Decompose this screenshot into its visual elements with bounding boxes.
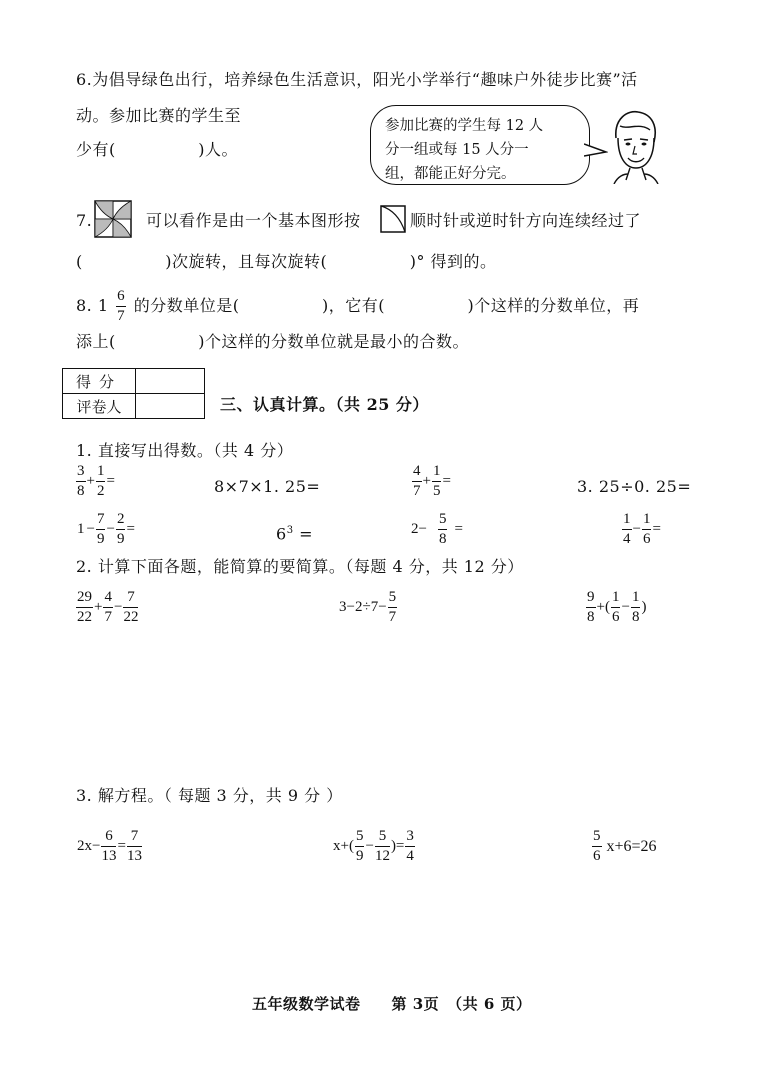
p1-b1: 1 − $\frac{7}{9}$ − $\frac{2}{9}$ = <box>77 511 135 547</box>
p2-e3: $\frac{9}{8}$ +( $\frac{1}{6}$ − $\frac{1}{8}$ ) <box>587 589 647 625</box>
q6-line3: 少有( )人。 <box>76 140 238 159</box>
p3-title: 3. 解方程。（ 每题 3 分，共 9 分 ） <box>76 786 343 805</box>
p1-b2 <box>276 521 313 544</box>
grader-field[interactable] <box>136 394 205 419</box>
score-label: 得分 <box>63 369 136 394</box>
bubble-tail-icon <box>584 140 608 162</box>
page-footer: 五年级数学试卷 第 3页 （共 6 页） <box>252 995 532 1013</box>
p1-b2-exponent: 3 <box>286 525 294 536</box>
q8-line1 <box>76 289 639 324</box>
p3-e1: 2x− $\frac{6}{13}$ = $\frac{7}{13}$ <box>77 828 142 864</box>
bubble-line-3: 组，都能正好分完。 <box>385 166 516 182</box>
bubble-line-1: 参加比赛的学生每 12 人 <box>385 118 544 134</box>
p2-title: 2. 计算下面各题，能简算的要简算。（每题 4 分，共 12 分） <box>76 557 524 576</box>
q7-prefix: 7. <box>76 211 93 230</box>
p1-a4: 3. 25÷0. 25= <box>577 477 692 496</box>
p1-b4: $\frac{1}{4}$ − $\frac{1}{6}$ = <box>623 511 661 547</box>
speech-bubble <box>370 105 590 185</box>
score-box <box>62 368 205 419</box>
p1-b2-eq: = <box>293 524 314 544</box>
p1-a3: $\frac{4}{7}$ + $\frac{1}{5}$ = <box>413 463 451 499</box>
q8-rest: 的分数单位是( )，它有( )个这样的分数单位，再 <box>133 296 640 315</box>
p1-a2: 8×7×1. 25= <box>214 477 321 496</box>
q8-mixed-fraction <box>116 289 126 324</box>
p1-a1: $\frac{3}{8}$ + $\frac{1}{2}$ = <box>77 463 115 499</box>
q8-line2: 添上( )个这样的分数单位就是最小的合数。 <box>76 332 469 351</box>
grader-label: 评卷人 <box>63 394 136 419</box>
p1-b3: 2− $\frac{5}{8}$ = <box>411 511 463 547</box>
q8-frac-denominator: 7 <box>117 308 126 324</box>
bubble-line-2: 分一组或每 15 人分一 <box>385 142 529 158</box>
p2-e1: $\frac{29}{22}$ + $\frac{4}{7}$ − $\frac{7}{22}$ <box>77 589 139 625</box>
q8-frac-numerator: 6 <box>116 289 126 307</box>
q6-line2: 动。参加比赛的学生至 <box>76 106 242 125</box>
basic-shape-icon <box>380 205 406 233</box>
q8-prefix: 8. 1 <box>76 296 109 315</box>
p2-e2: 3−2÷7− $\frac{5}{7}$ <box>339 589 397 625</box>
score-field[interactable] <box>136 369 205 394</box>
p3-e2: x+( $\frac{5}{9}$ − $\frac{5}{12}$ )= $\frac{3}{4}$ <box>333 828 414 864</box>
q6-line1: 6.为倡导绿色出行，培养绿色生活意识，阳光小学举行“趣味户外徒步比赛”活 <box>76 70 638 89</box>
section3-title: 三、认真计算。（共 25 分） <box>220 395 429 414</box>
q7-line2: ( )次旋转，且每次旋转( )° 得到的。 <box>76 252 497 271</box>
p3-e3: $\frac{5}{6}$ x+6=26 <box>593 828 657 864</box>
p1-b2-base: 6 <box>276 524 287 544</box>
p1-title: 1. 直接写出得数。（共 4 分） <box>76 441 294 460</box>
q7-suffix: 顺时针或逆时针方向连续经过了 <box>410 211 642 230</box>
windmill-figure-icon <box>94 200 132 238</box>
q7-mid: 可以看作是由一个基本图形按 <box>146 211 361 230</box>
boy-face-icon <box>606 108 664 184</box>
